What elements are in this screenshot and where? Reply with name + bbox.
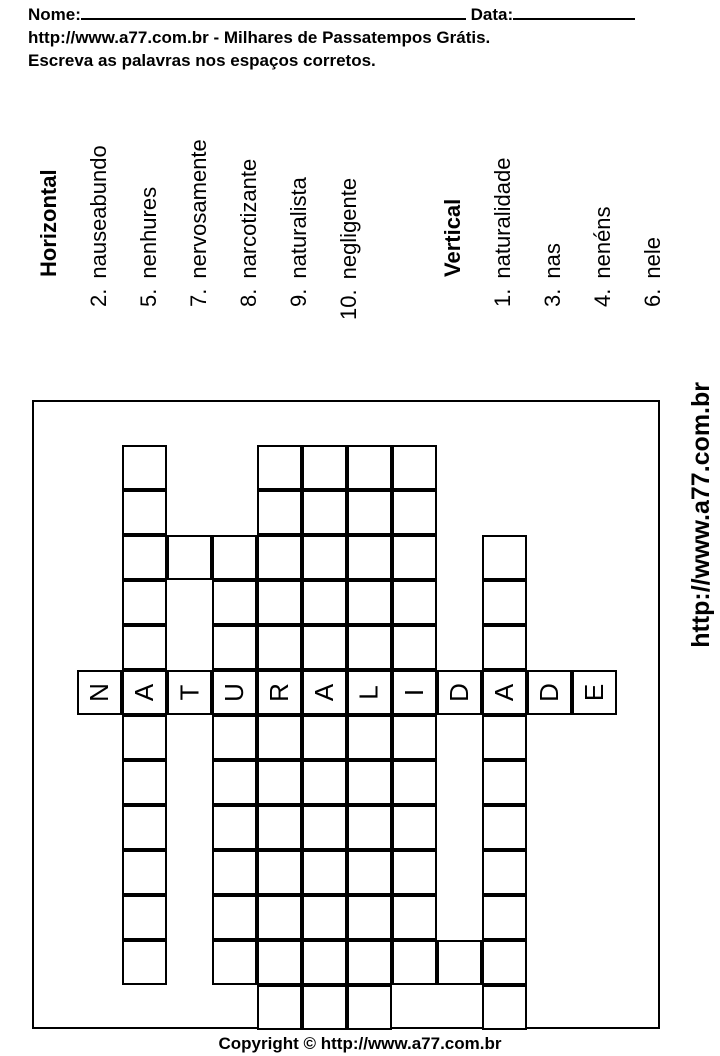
grid-cell[interactable]: [347, 535, 392, 580]
grid-cell[interactable]: [482, 940, 527, 985]
grid-cell[interactable]: [302, 895, 347, 940]
grid-cell[interactable]: [122, 850, 167, 895]
grid-cell[interactable]: [347, 580, 392, 625]
grid-cell[interactable]: [302, 940, 347, 985]
grid-cell[interactable]: [347, 805, 392, 850]
grid-cell[interactable]: [482, 760, 527, 805]
grid-cell[interactable]: [257, 985, 302, 1030]
vertical-title: Vertical: [440, 198, 465, 277]
grid-cell[interactable]: [392, 490, 437, 535]
grid-letter: D: [444, 683, 474, 702]
grid-cell[interactable]: [212, 940, 257, 985]
grid-cell[interactable]: [482, 625, 527, 670]
grid-cell[interactable]: [257, 580, 302, 625]
grid-cell[interactable]: [257, 895, 302, 940]
grid-cell[interactable]: [212, 850, 257, 895]
grid-cell[interactable]: [392, 760, 437, 805]
grid-letter: D: [534, 683, 564, 702]
clue-vertical-3: 3.nas: [540, 243, 565, 307]
grid-cell[interactable]: [257, 940, 302, 985]
grid-cell[interactable]: [482, 580, 527, 625]
date-field[interactable]: [513, 3, 635, 20]
grid-cell[interactable]: [122, 805, 167, 850]
grid-cell[interactable]: [392, 895, 437, 940]
copyright: Copyright © http://www.a77.com.br: [218, 1034, 502, 1053]
grid-cell[interactable]: [302, 715, 347, 760]
grid-cell[interactable]: [392, 445, 437, 490]
instructions: Escreva as palavras nos espaços corretos.: [28, 51, 376, 70]
grid-cell[interactable]: [257, 805, 302, 850]
grid-cell[interactable]: [482, 715, 527, 760]
grid-letter: L: [354, 685, 384, 700]
grid-cell[interactable]: [122, 625, 167, 670]
grid-cell[interactable]: [482, 895, 527, 940]
grid-cell[interactable]: [347, 940, 392, 985]
grid-letter: A: [489, 683, 519, 702]
grid-cell[interactable]: [257, 715, 302, 760]
grid-letter: T: [173, 684, 204, 701]
grid-cell[interactable]: [257, 760, 302, 805]
grid-cell[interactable]: [347, 895, 392, 940]
grid-cell[interactable]: [122, 535, 167, 580]
grid-letter: E: [579, 683, 609, 702]
grid-cell[interactable]: [122, 490, 167, 535]
grid-cell[interactable]: [257, 625, 302, 670]
grid-cell[interactable]: [347, 850, 392, 895]
grid-letter: A: [129, 683, 159, 702]
grid-cell[interactable]: [482, 985, 527, 1030]
grid-cell[interactable]: [392, 625, 437, 670]
grid-cell[interactable]: [392, 850, 437, 895]
side-url: http://www.a77.com.br: [687, 382, 715, 648]
grid-cell[interactable]: [482, 850, 527, 895]
clue-horizontal-5: 5.nenhures: [136, 186, 161, 307]
site-line: http://www.a77.com.br - Milhares de Passatempos Grátis.: [28, 28, 491, 47]
grid-cell[interactable]: [347, 445, 392, 490]
grid-cell[interactable]: [347, 760, 392, 805]
grid-cell[interactable]: [347, 625, 392, 670]
grid-cell[interactable]: [122, 895, 167, 940]
grid-cell[interactable]: [347, 715, 392, 760]
grid-cell[interactable]: [302, 580, 347, 625]
grid-cell[interactable]: [347, 490, 392, 535]
name-label: Nome:: [28, 5, 81, 24]
grid-cell[interactable]: [392, 580, 437, 625]
grid-cell[interactable]: [122, 940, 167, 985]
clue-vertical-4: 4.nenéns: [590, 206, 615, 307]
grid-cell[interactable]: [302, 760, 347, 805]
grid-cell[interactable]: [212, 625, 257, 670]
grid-cell[interactable]: [302, 445, 347, 490]
grid-letter: N: [84, 683, 114, 702]
grid-cell[interactable]: [302, 805, 347, 850]
clue-horizontal-7: 7.nervosamente: [186, 139, 211, 307]
grid-cell[interactable]: [482, 805, 527, 850]
horizontal-title: Horizontal: [36, 169, 61, 277]
grid-cell[interactable]: [122, 760, 167, 805]
grid-cell[interactable]: [212, 715, 257, 760]
grid-cell[interactable]: [302, 625, 347, 670]
clue-vertical-6: 6.nele: [640, 237, 665, 307]
grid-letter: I: [398, 688, 429, 697]
grid-cell[interactable]: [347, 985, 392, 1030]
name-field[interactable]: [81, 3, 466, 20]
clue-vertical-1: 1.naturalidade: [490, 157, 515, 307]
grid-letter: R: [264, 683, 294, 702]
grid-cell[interactable]: [122, 715, 167, 760]
grid-cell[interactable]: [257, 445, 302, 490]
grid-letter: A: [309, 683, 339, 702]
grid-cell[interactable]: [392, 940, 437, 985]
grid-cell[interactable]: [212, 805, 257, 850]
grid-cell[interactable]: [212, 760, 257, 805]
grid-cell[interactable]: [212, 580, 257, 625]
grid-cell[interactable]: [437, 940, 482, 985]
clue-horizontal-10: 10.negligente: [336, 177, 361, 320]
grid-cell[interactable]: [392, 805, 437, 850]
grid-cell[interactable]: [167, 535, 212, 580]
grid-cell[interactable]: [392, 715, 437, 760]
grid-letter: U: [219, 683, 249, 702]
grid-cell[interactable]: [212, 895, 257, 940]
grid-cell[interactable]: [302, 535, 347, 580]
clue-horizontal-9: 9.naturalista: [286, 177, 311, 307]
grid-cell[interactable]: [122, 580, 167, 625]
grid-cell[interactable]: [302, 985, 347, 1030]
grid-cell[interactable]: [482, 535, 527, 580]
grid-cell[interactable]: [257, 850, 302, 895]
grid-cell[interactable]: [257, 535, 302, 580]
clue-horizontal-2: 2.nauseabundo: [86, 145, 111, 307]
grid-cell[interactable]: [302, 850, 347, 895]
name-date-line: [28, 3, 635, 25]
grid-cell[interactable]: [302, 490, 347, 535]
clue-horizontal-8: 8.narcotizante: [236, 158, 261, 307]
date-label: Data:: [470, 5, 514, 24]
grid-cell[interactable]: [392, 535, 437, 580]
grid-cell[interactable]: [122, 445, 167, 490]
grid-cell[interactable]: [212, 535, 257, 580]
grid-cell[interactable]: [257, 490, 302, 535]
